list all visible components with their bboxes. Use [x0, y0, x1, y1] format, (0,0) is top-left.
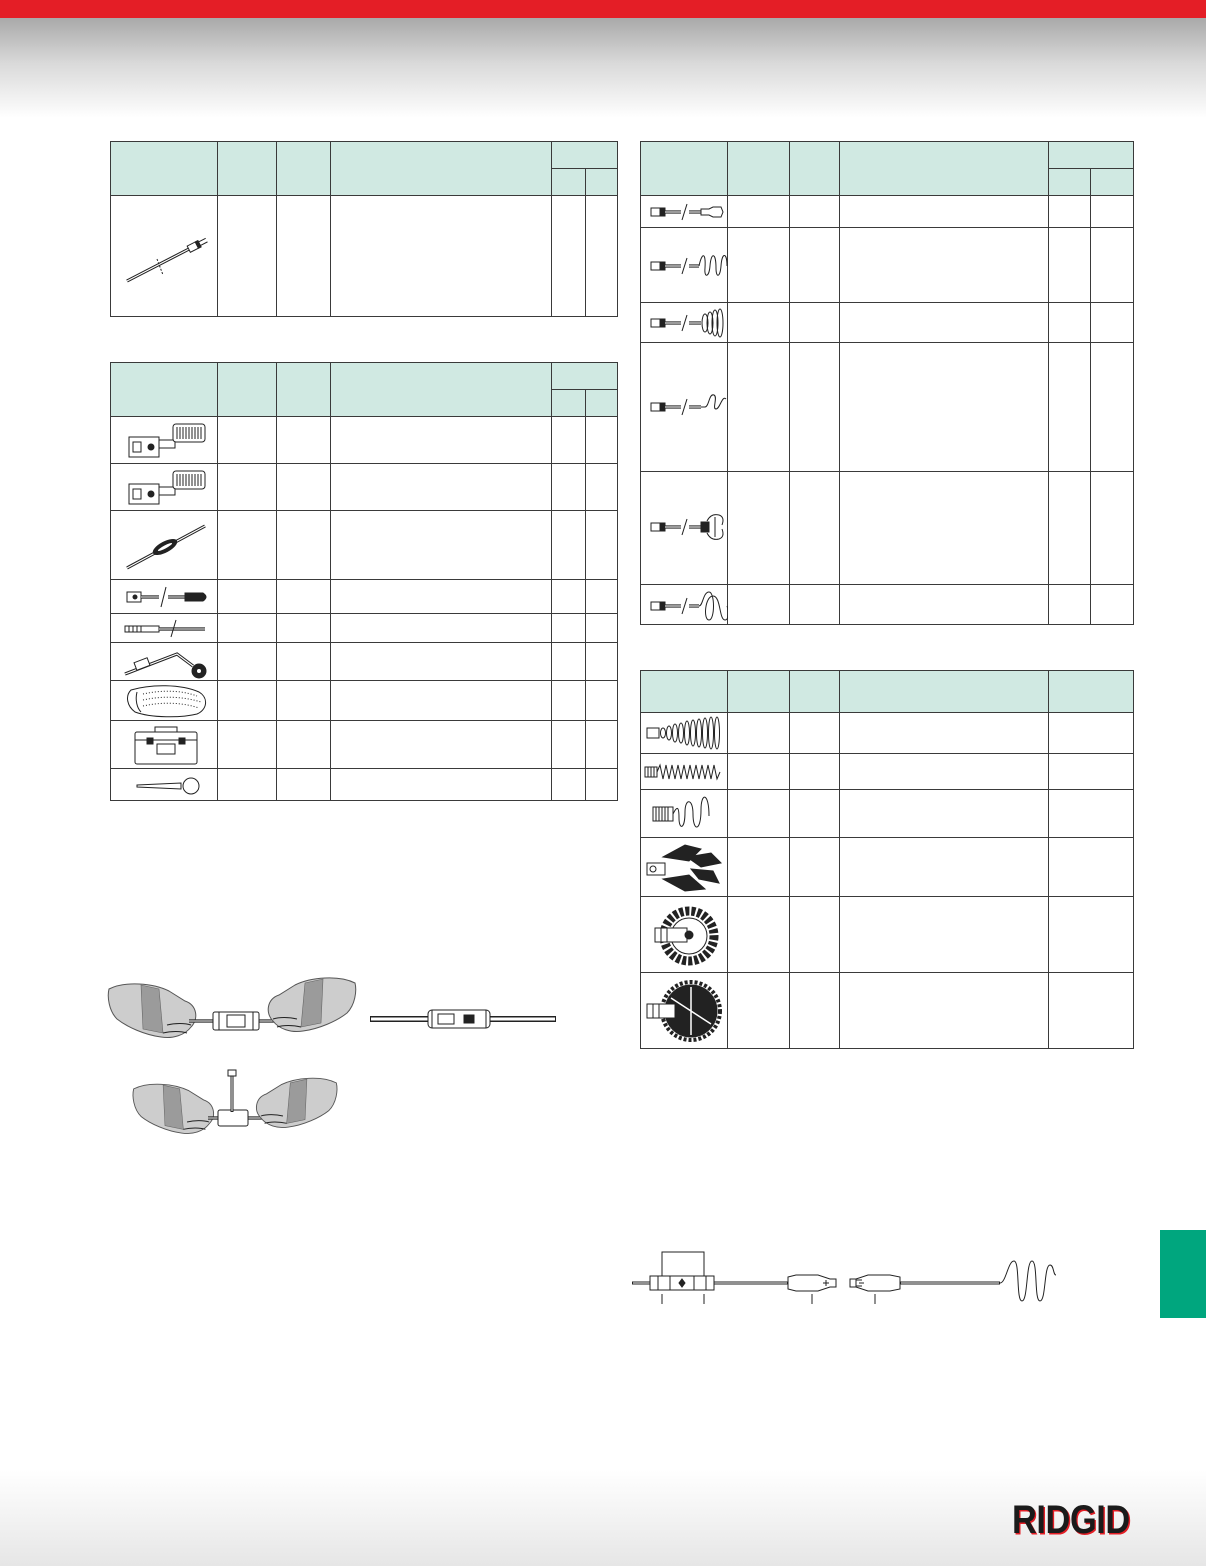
table-cell	[277, 417, 331, 464]
table-cell	[218, 196, 277, 317]
table-cell	[790, 754, 840, 790]
product-image-cell	[111, 681, 218, 721]
table-cell	[840, 973, 1049, 1049]
adapter-illustration	[111, 465, 218, 510]
header-sub-cell	[552, 390, 586, 417]
table-row	[111, 196, 618, 317]
table-cell	[790, 472, 840, 585]
table-cell	[840, 754, 1049, 790]
header-cell	[728, 671, 790, 713]
section-tab	[1160, 1230, 1206, 1318]
cable-bulb-head-illustration	[641, 197, 728, 227]
table-cell	[218, 511, 277, 580]
product-table-tools	[640, 670, 1134, 1049]
table-cell	[552, 580, 586, 614]
table-cell	[728, 303, 790, 343]
header-sub-cell	[552, 169, 586, 196]
table-row	[641, 754, 1134, 790]
table-cell	[1049, 303, 1091, 343]
header-group-cell	[1049, 142, 1134, 169]
table-cell	[277, 511, 331, 580]
table-cell	[728, 228, 790, 303]
table-cell	[218, 580, 277, 614]
table-cell	[218, 417, 277, 464]
header-cell	[331, 142, 552, 196]
table-row	[111, 417, 618, 464]
table-cell	[277, 769, 331, 801]
product-image-cell	[111, 769, 218, 801]
table-cell	[586, 464, 618, 511]
coupling-illustration	[368, 1005, 560, 1033]
table-cell	[728, 754, 790, 790]
table-cell	[218, 614, 277, 643]
table-cell	[277, 643, 331, 681]
product-image-cell	[111, 464, 218, 511]
header-red-bar	[0, 0, 1206, 18]
ridgid-logo: RIDGID	[1012, 1498, 1130, 1542]
ring-tool-illustration	[111, 770, 218, 800]
table-cell	[586, 580, 618, 614]
table-cell	[790, 196, 840, 228]
header-row	[111, 363, 618, 390]
table-cell	[728, 196, 790, 228]
table-cell	[840, 897, 1049, 973]
table-cell	[728, 713, 790, 754]
table-cell	[586, 643, 618, 681]
header-cell	[840, 142, 1049, 196]
product-table-accessories	[110, 362, 618, 801]
table-cell	[790, 790, 840, 838]
table-cell	[840, 472, 1049, 585]
table-cell	[277, 580, 331, 614]
cable-illustration	[111, 197, 218, 315]
table-cell	[552, 769, 586, 801]
table-cell	[840, 228, 1049, 303]
table-row	[641, 713, 1134, 754]
table-cell	[1049, 754, 1134, 790]
table-cell	[218, 464, 277, 511]
product-image-cell	[641, 585, 728, 625]
glove-illustration	[111, 682, 218, 720]
header-cell	[218, 142, 277, 196]
table-cell	[1049, 472, 1091, 585]
table-cell	[790, 303, 840, 343]
table-cell	[790, 343, 840, 472]
table-cell	[1049, 838, 1134, 897]
table-row	[111, 464, 618, 511]
header-cell	[641, 671, 728, 713]
product-image-cell	[111, 417, 218, 464]
product-table-cables	[110, 141, 618, 317]
header-gradient	[0, 18, 1206, 118]
cable-handle-illustration	[111, 581, 218, 613]
product-image-cell	[111, 511, 218, 580]
rod-illustration	[111, 615, 218, 642]
table-cell	[1049, 228, 1091, 303]
table-row	[641, 790, 1134, 838]
table-cell	[1049, 343, 1091, 472]
table-cell	[586, 196, 618, 317]
table-cell	[840, 790, 1049, 838]
header-cell	[111, 363, 218, 417]
cable-assembly-diagram	[628, 1246, 1073, 1308]
table-cell	[331, 580, 552, 614]
table-cell	[840, 196, 1049, 228]
table-header	[641, 671, 1134, 713]
table-cell	[218, 681, 277, 721]
table-cell	[840, 838, 1049, 897]
header-cell	[641, 142, 728, 196]
table-cell	[840, 585, 1049, 625]
product-image-cell	[641, 228, 728, 303]
table-cell	[1049, 790, 1134, 838]
table-cell	[1091, 228, 1134, 303]
cable-spiral-head-illustration	[641, 586, 728, 624]
blade-cutter-illustration	[641, 839, 728, 896]
table-cell	[331, 769, 552, 801]
table-cell	[586, 417, 618, 464]
table-cell	[552, 643, 586, 681]
header-cell	[277, 142, 331, 196]
header-sub-cell	[1091, 169, 1134, 196]
table-cell	[1049, 897, 1134, 973]
saw-cutter-illustration	[641, 898, 728, 972]
coupling-cable-illustration	[111, 512, 218, 579]
table-cell	[728, 838, 790, 897]
cable-ring-cutter-illustration	[641, 304, 728, 342]
table-row	[641, 303, 1134, 343]
table-cell	[331, 196, 552, 317]
header-sub-cell	[1049, 169, 1091, 196]
table-row	[111, 580, 618, 614]
product-image-cell	[111, 614, 218, 643]
product-image-cell	[641, 343, 728, 472]
table-row	[641, 897, 1134, 973]
table-cell	[1049, 973, 1134, 1049]
table-cell	[331, 643, 552, 681]
header-cell	[277, 363, 331, 417]
product-image-cell	[641, 754, 728, 790]
table-cell	[728, 790, 790, 838]
header-sub-cell	[586, 169, 618, 196]
table-cell	[728, 897, 790, 973]
product-image-cell	[641, 790, 728, 838]
table-cell	[552, 614, 586, 643]
table-cell	[586, 614, 618, 643]
table-cell	[277, 196, 331, 317]
header-cell	[331, 363, 552, 417]
table-cell	[840, 303, 1049, 343]
crank-tool-illustration	[111, 644, 218, 680]
gloved-hands-coupling-illustration	[105, 975, 360, 1050]
header-group-cell	[552, 142, 618, 169]
product-image-cell	[111, 580, 218, 614]
table-cell	[1049, 196, 1091, 228]
header-cell	[840, 671, 1049, 713]
table-row	[641, 585, 1134, 625]
product-image-cell	[641, 472, 728, 585]
table-cell	[331, 614, 552, 643]
table-cell	[552, 464, 586, 511]
table-cell	[790, 228, 840, 303]
table-cell	[552, 721, 586, 769]
table-cell	[790, 897, 840, 973]
table-cell	[1049, 585, 1091, 625]
table-row	[111, 643, 618, 681]
adapter-illustration	[111, 418, 218, 463]
header-cell	[1049, 671, 1134, 713]
toolbox-illustration	[111, 722, 218, 768]
straight-auger-illustration	[641, 755, 728, 789]
table-row	[111, 614, 618, 643]
table-cell	[277, 464, 331, 511]
table-row	[641, 228, 1134, 303]
table-cell	[1091, 303, 1134, 343]
product-image-cell	[641, 973, 728, 1049]
table-header	[641, 142, 1134, 196]
table-row	[111, 769, 618, 801]
header-cell	[218, 363, 277, 417]
table-cell	[331, 721, 552, 769]
table-row	[111, 721, 618, 769]
product-table-cables-with-tools	[640, 141, 1134, 625]
header-row	[641, 142, 1134, 169]
product-image-cell	[111, 196, 218, 317]
table-cell	[1049, 713, 1134, 754]
table-row	[111, 511, 618, 580]
table-cell	[552, 196, 586, 317]
header-row	[641, 671, 1134, 713]
table-cell	[728, 343, 790, 472]
table-cell	[277, 721, 331, 769]
table-cell	[1091, 343, 1134, 472]
table-row	[641, 343, 1134, 472]
table-cell	[790, 585, 840, 625]
cable-hook-head-illustration	[641, 344, 728, 471]
table-row	[111, 681, 618, 721]
cable-spring-head-illustration	[641, 229, 728, 302]
table-cell	[1091, 585, 1134, 625]
table-cell	[218, 721, 277, 769]
table-cell	[331, 417, 552, 464]
table-cell	[218, 769, 277, 801]
table-row	[641, 838, 1134, 897]
header-cell	[111, 142, 218, 196]
table-cell	[277, 614, 331, 643]
product-image-cell	[641, 897, 728, 973]
header-cell	[790, 142, 840, 196]
header-cell	[790, 671, 840, 713]
table-cell	[218, 643, 277, 681]
product-image-cell	[641, 196, 728, 228]
product-image-cell	[641, 838, 728, 897]
table-cell	[790, 973, 840, 1049]
table-header	[111, 363, 618, 417]
table-cell	[277, 681, 331, 721]
table-cell	[840, 713, 1049, 754]
product-image-cell	[641, 713, 728, 754]
table-cell	[331, 681, 552, 721]
table-cell	[790, 838, 840, 897]
cone-auger-illustration	[641, 714, 728, 753]
table-cell	[728, 585, 790, 625]
table-cell	[790, 713, 840, 754]
funnel-auger-illustration	[641, 791, 728, 837]
table-cell	[586, 769, 618, 801]
table-cell	[586, 681, 618, 721]
product-image-cell	[111, 643, 218, 681]
header-sub-cell	[586, 390, 618, 417]
table-cell	[728, 973, 790, 1049]
table-cell	[1091, 472, 1134, 585]
table-header	[111, 142, 618, 196]
table-cell	[586, 721, 618, 769]
product-image-cell	[641, 303, 728, 343]
gloved-hands-key-illustration	[130, 1068, 340, 1140]
table-cell	[552, 511, 586, 580]
header-row	[111, 142, 618, 169]
header-group-cell	[552, 363, 618, 390]
table-row	[641, 973, 1134, 1049]
disc-cutter-illustration	[641, 974, 728, 1048]
cable-cutter-head-illustration	[641, 473, 728, 584]
table-cell	[586, 511, 618, 580]
table-cell	[728, 472, 790, 585]
table-row	[641, 472, 1134, 585]
table-cell	[331, 464, 552, 511]
table-cell	[840, 343, 1049, 472]
table-cell	[552, 681, 586, 721]
table-cell	[331, 511, 552, 580]
header-cell	[728, 142, 790, 196]
table-cell	[1091, 196, 1134, 228]
table-cell	[552, 417, 586, 464]
table-row	[641, 196, 1134, 228]
product-image-cell	[111, 721, 218, 769]
